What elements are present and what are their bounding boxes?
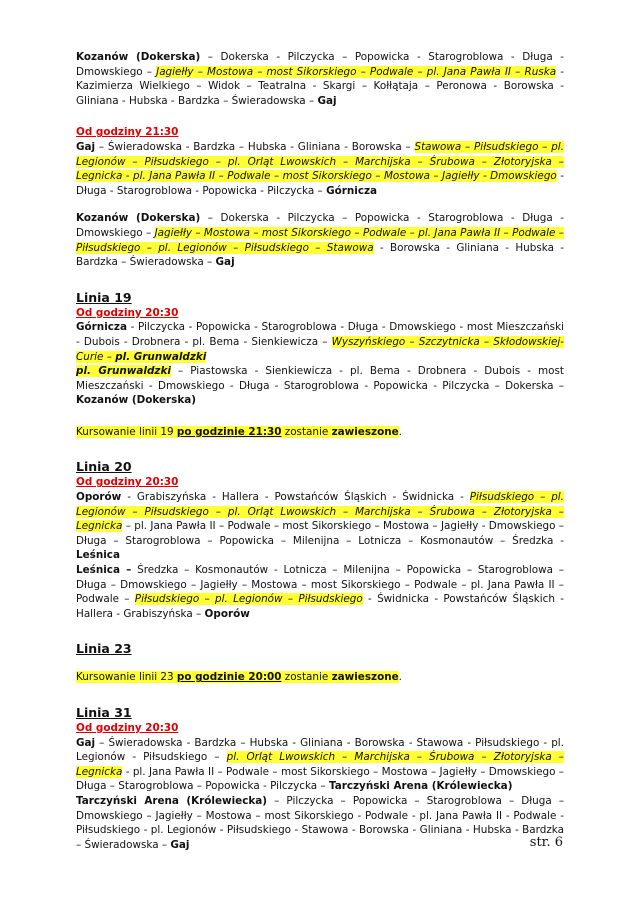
route-text: - Borowska - Gliniana - Hubska - Bardzka – Świeradowska – (76, 241, 564, 269)
route-paragraph (76, 364, 564, 408)
route-stop: Tarczyński Arena (Królewiecka) (76, 794, 268, 807)
route-stop: Tarczyński Arena (Królewiecka) (328, 780, 513, 793)
route-stop: pl. Grunwaldzki (76, 365, 171, 378)
route-stop: Gaj (170, 838, 190, 851)
section-title-linia-23: Linia 23 (76, 641, 132, 657)
section-title-linia-20: Linia 20 (76, 459, 132, 475)
section-title-linia-19: Linia 19 (76, 289, 132, 305)
detour-highlight: Piłsudskiego – pl. Legionów – Piłsudskiego – pl. Orląt Lwowskich – Marchijska – Śrubowa – Złotoryjska – Legnicka (76, 491, 564, 533)
notice-time: po godzinie 21:30 (176, 425, 282, 438)
detour-highlight: Jagiełły – Mostowa – most Sikorskiego – Podwale – pl. Jana Pawła II – Ruska (156, 65, 557, 78)
route-stop: Gaj (215, 256, 235, 269)
route-stop: Oporów (76, 491, 122, 504)
route-stop: Gaj (76, 140, 96, 153)
route-text: - Kazimierza Wielkiego – Widok – Teatralna - Skargi – Kołłątaja – Peronowa - Borowska - Gliniana - Hubska - Bardzka – Świeradowska – (76, 65, 564, 107)
notice-text: Kursowanie linii 19 (76, 425, 177, 438)
route-text: – pl. Jana Pawła II – Podwale – most Sikorskiego – Mostowa – Jagiełły - Dmowskiego – Długa – Starogroblowa – Popowicka – Milenijna – Lotnicza – Kosmonautów – Średzka - (76, 520, 564, 547)
route-text: – Świeradowska - Bardzka – Hubska - Gliniana - Borowska - Stawowa - Piłsudskiego - pl. Legionów - Piłsudskiego – (76, 736, 564, 764)
route-text: - Grabiszyńska - Hallera - Powstańców Śląskich - Świdnicka - (121, 491, 470, 504)
route-text: - pl. Jana Pawła II – Podwale – most Sikorskiego – Mostowa – Jagiełły – Dmowskiego – Długa – Starogroblowa – Popowicka - Pilczycka – (76, 765, 564, 793)
time-label: Od godziny 20:30 (76, 306, 179, 319)
notice-text: . (398, 671, 402, 684)
route-stop: Gaj (317, 94, 337, 107)
suspension-notice (76, 670, 564, 685)
section-title-linia-31: Linia 31 (76, 705, 132, 720)
route-stop: Górnicza (76, 321, 127, 334)
notice-text: . (398, 425, 402, 438)
route-stop: Kozanów (Dokerska) (76, 394, 196, 407)
route-paragraph (76, 490, 564, 563)
notice-text: zostanie (281, 671, 332, 684)
route-text: – Pilczycka – Popowicka – Starogroblowa – Długa – Dmowskiego – Jagiełły – Mostowa – most Sikorskiego - Podwale - pl. Jana Pawła II - Podwale - Piłsudskiego - pl. Legionów - Piłsudskiego - Stawowa - Borowska - Gliniana - Hubska - Bardzka – Świeradowska – (76, 794, 565, 851)
detour-highlight: pl. Orląt Lwowskich – Marchijska – Śrubowa – Złotoryjska – Legnicka (76, 751, 564, 778)
time-label: Od godziny 20:30 (76, 722, 179, 734)
document-page (76, 50, 564, 852)
route-text: Średzka – Kosmonautów - Lotnicza – Milenijna – Popowicka – Starogroblowa – Długa – Dmowskiego – Jagiełły – Mostowa – most Sikorskiego – Podwale – pl. Jana Pawła II – Podwale – (76, 564, 564, 606)
route-stop: Gaj (76, 736, 96, 749)
route-text: – Piastowska - Sienkiewicza - pl. Bema - Drobnera - Dubois - most Mieszczański - Dmowskiego - Długa - Starogroblowa - Popowicka - Pilczycka – Dokerska – (76, 365, 564, 392)
page-number: str. 6 (529, 835, 563, 850)
time-label: Od godziny 20:30 (76, 476, 179, 489)
notice-status: zawieszone (331, 671, 399, 684)
detour-highlight: Piłsudskiego – pl. Legionów – Piłsudskiego (134, 593, 363, 606)
notice-text: Kursowanie linii 23 (76, 671, 177, 684)
detour-highlight: Jagiełły – Mostowa – most Sikorskiego – Podwale – pl. Jana Pawła II – Podwale – Piłsudskiego – pl. Legionów – Piłsudskiego – Stawowa (76, 226, 564, 254)
route-paragraph (76, 211, 564, 269)
route-paragraph (76, 140, 564, 198)
route-text: – Dokerska - Pilczycka – Popowicka - Starogroblowa - Długa - Dmowskiego – (76, 51, 564, 78)
route-paragraph (76, 563, 564, 621)
route-paragraph (76, 794, 564, 852)
time-label: Od godziny 21:30 (76, 126, 179, 139)
route-text: - Świdnicka - Powstańców Śląskich - Hallera - Grabiszyńska – (76, 593, 564, 620)
notice-text: zostanie (281, 425, 332, 438)
route-stop: Oporów (204, 607, 250, 620)
notice-status: zawieszone (331, 425, 399, 438)
route-text: - Pilczycka - Popowicka - Starogroblowa - Długa - Dmowskiego - most Mieszczański - Dubois - Drobnera - pl. Bema - Sienkiewicza – (76, 321, 564, 348)
route-paragraph (76, 736, 564, 794)
route-text: – Dokerska - Pilczycka – Popowicka - Starogroblowa - Długa - Dmowskiego – (76, 212, 564, 239)
route-stop: Kozanów (Dokerska) (76, 212, 201, 225)
suspension-notice (76, 425, 564, 440)
route-stop: Górnicza (326, 184, 378, 197)
route-stop: Leśnica – (76, 564, 132, 577)
route-text: – Świeradowska - Bardzka – Hubska - Gliniana - Borowska – (95, 140, 415, 153)
route-paragraph (76, 50, 564, 108)
detour-highlight: Wyszyńskiego – Szczytnicka – Skłodowskiej-Curie – (76, 335, 564, 363)
route-paragraph (76, 320, 564, 364)
detour-highlight: Stawowa – Piłsudskiego – pl. Legionów – Piłsudskiego – pl. Orląt Lwowskich – Marchijska – Śrubowa – Złotoryjska – Legnicka - pl. Jana Pawła II – Podwale – most Sikorskiego – Mostowa – Jagiełły - Dmowskiego (76, 140, 564, 183)
route-text: - Długa - Starogroblowa - Popowicka - Pilczycka – (76, 170, 564, 197)
notice-time: po godzinie 20:00 (176, 671, 282, 684)
route-stop: Kozanów (Dokerska) (76, 51, 201, 63)
route-stop: Leśnica (76, 549, 120, 562)
route-stop: pl. Grunwaldzki (115, 350, 207, 363)
